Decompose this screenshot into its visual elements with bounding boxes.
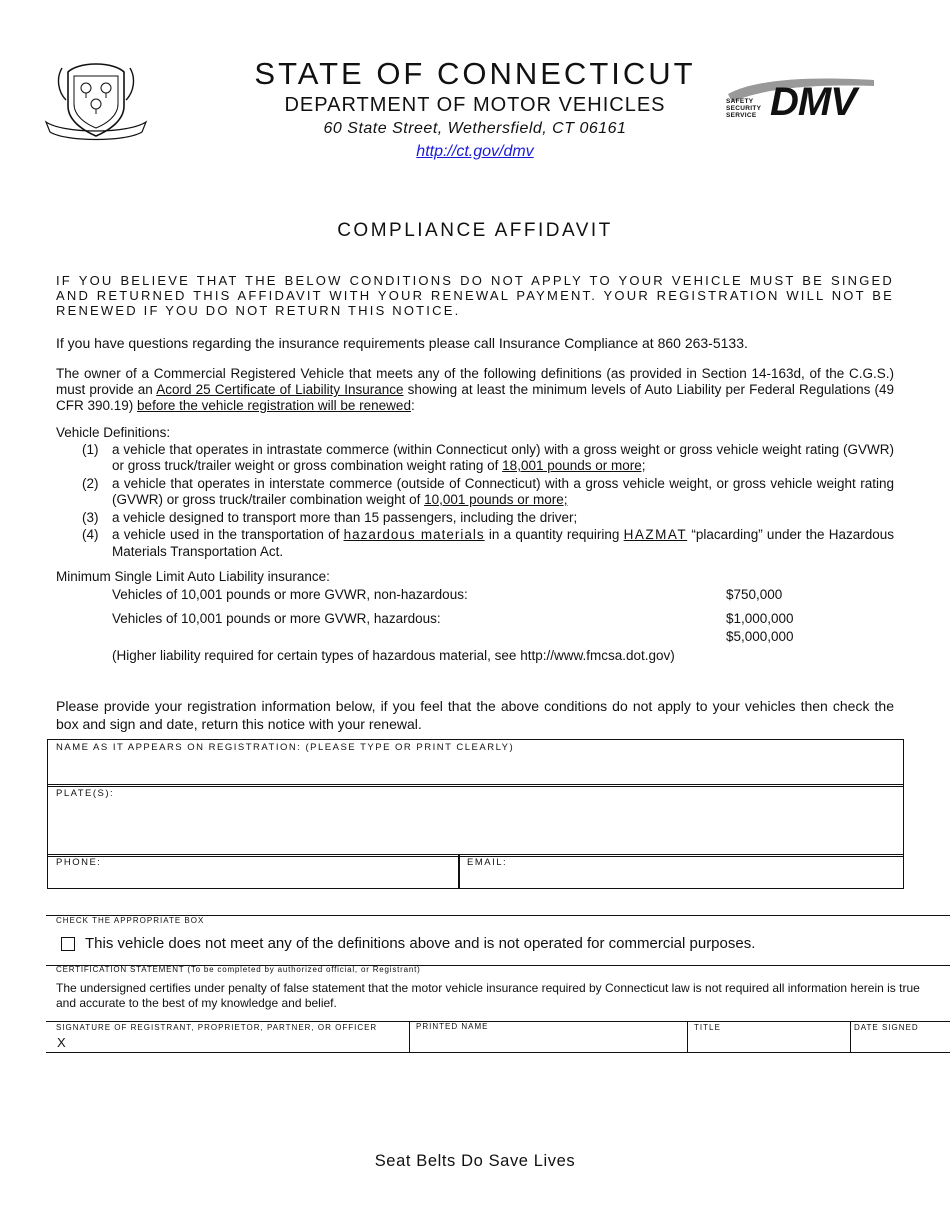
phone-field-label: PHONE: — [56, 857, 102, 868]
title-field[interactable] — [688, 1022, 850, 1052]
checkbox-label: This vehicle does not meet any of the definitions above and is not operated for commercial purposes. — [85, 935, 756, 952]
owner-text-3: : — [410, 398, 415, 413]
name-field[interactable] — [47, 739, 904, 787]
hazmat-term: HAZMAT — [623, 527, 688, 542]
dmv-link[interactable] — [0, 143, 950, 161]
definition-item — [56, 476, 894, 509]
plates-field[interactable] — [47, 784, 904, 857]
dmv-tagline-3: SERVICE — [726, 112, 757, 119]
definition-text: a vehicle that operates in interstate commerce (outside of Connecticut) with a gross vehicle weight, or gross vehicle weight rating (GVWR) or gross truck/trailer combination weight of — [112, 475, 894, 507]
definitions-heading: Vehicle Definitions: — [56, 425, 171, 440]
printed-name-label: PRINTED NAME — [416, 1022, 489, 1031]
name-field-label: NAME AS IT APPEARS ON REGISTRATION: (PLEASE TYPE OR PRINT CLEARLY) — [56, 742, 515, 753]
owner-paragraph — [56, 366, 894, 414]
insurance-label: Vehicles of 10,001 pounds or more GVWR, non-hazardous: — [112, 587, 468, 602]
not-commercial-checkbox[interactable] — [61, 937, 75, 951]
state-title: STATE OF CONNECTICUT — [254, 56, 696, 91]
divider — [46, 1052, 950, 1053]
insurance-value: $750,000 — [726, 587, 783, 602]
definition-item — [56, 442, 894, 475]
form-title: COMPLIANCE AFFIDAVIT — [337, 220, 613, 241]
title-label: TITLE — [694, 1023, 721, 1032]
insurance-value: $5,000,000 — [726, 629, 794, 644]
insurance-note: (Higher liability required for certain types of hazardous material, see http://www.fmcsa.dot.gov) — [112, 648, 675, 663]
dmv-tagline — [726, 98, 761, 119]
insurance-value: $1,000,000 — [726, 611, 794, 626]
insurance-heading: Minimum Single Limit Auto Liability insurance: — [56, 569, 330, 584]
vehicle-definitions — [56, 425, 894, 561]
renewal-condition: before the vehicle registration will be renewed — [137, 398, 411, 413]
printed-name-field[interactable] — [410, 1022, 687, 1052]
acord-certificate: Acord 25 Certificate of Liability Insurance — [156, 382, 404, 397]
definition-emphasis: 10,001 pounds or more; — [424, 492, 568, 507]
definition-emphasis: hazardous materials — [343, 527, 485, 542]
email-field[interactable] — [458, 854, 904, 889]
definition-emphasis: 18,001 pounds or more; — [502, 458, 646, 473]
owner-text-2: showing at least the minimum levels of Auto Liability per Federal Regulations (49 CFR 390.19) — [56, 382, 895, 413]
plates-field-label: PLATE(S): — [56, 788, 115, 799]
provide-text: Please provide your registration information below, if you feel that the above conditions do not apply to your vehicles then check the box and sign and date, return this notice with your renewal. — [56, 698, 894, 732]
definition-text: a vehicle designed to transport more than 15 passengers, including the driver; — [112, 509, 578, 525]
signature-mark: X — [57, 1035, 66, 1050]
dmv-link-text[interactable]: http://ct.gov/dmv — [416, 143, 534, 160]
certification-text: The undersigned certifies under penalty of false statement that the motor vehicle insurance required by Connecticut law is not required all information herein is true and accurate to the best of my knowledge and belief. — [56, 981, 920, 1010]
dmv-logo — [724, 76, 876, 124]
signature-field[interactable] — [46, 1022, 409, 1052]
check-heading: CHECK THE APPROPRIATE BOX — [56, 916, 205, 925]
definition-text: a vehicle used in the transportation of — [112, 527, 344, 542]
definition-tail: in a quantity requiring — [484, 527, 624, 542]
definition-number: (3) — [82, 509, 99, 525]
questions-text: If you have questions regarding the insurance requirements please call Insurance Compliance at 860 263-5133. — [56, 335, 748, 351]
date-signed-field[interactable] — [851, 1022, 950, 1052]
insurance-label: Vehicles of 10,001 pounds or more GVWR, hazardous: — [112, 611, 441, 626]
signature-label: SIGNATURE OF REGISTRANT, PROPRIETOR, PARTNER, OR OFFICER — [56, 1023, 378, 1032]
dmv-tagline-2: SECURITY — [726, 105, 762, 112]
phone-field[interactable] — [47, 854, 460, 889]
notice-text: IF YOU BELIEVE THAT THE BELOW CONDITIONS DO NOT APPLY TO YOUR VEHICLE MUST BE SINGED AND RETURNED THIS AFFIDAVIT WITH YOUR RENEWAL PAYMENT. YOUR REGISTRATION WILL NOT BE RENEWED IF YOU DO NOT RETURN THIS NOTICE. — [56, 273, 894, 318]
definition-number: (1) — [82, 441, 99, 457]
definition-tail2: “placarding” under the Hazardous Materials Transportation Act. — [112, 527, 894, 559]
definition-item — [56, 527, 894, 560]
owner-text-1: The owner of a Commercial Registered Vehicle that meets any of the following definitions (as provided in Section 14-163d, of the C.G.S.) must provide an — [56, 366, 894, 397]
definition-item — [56, 510, 894, 527]
dmv-logo-word: DMV — [770, 80, 856, 124]
definition-text: a vehicle that operates in intrastate commerce (within Connecticut only) with a gross weight or gross vehicle weight rating (GVWR) or gross truck/trailer weight or gross combination weight rating of — [112, 441, 894, 473]
email-field-label: EMAIL: — [467, 857, 508, 868]
department-title: DEPARTMENT OF MOTOR VEHICLES — [284, 94, 666, 116]
date-signed-label: DATE SIGNED — [854, 1023, 919, 1032]
address: 60 State Street, Wethersfield, CT 06161 — [323, 120, 627, 137]
dmv-tagline-1: SAFETY — [726, 98, 754, 105]
footer-slogan: Seat Belts Do Save Lives — [374, 1152, 576, 1170]
definition-number: (2) — [82, 475, 99, 491]
definition-number: (4) — [82, 527, 99, 542]
certification-heading: CERTIFICATION STATEMENT (To be completed by authorized official, or Registrant) — [56, 965, 421, 974]
